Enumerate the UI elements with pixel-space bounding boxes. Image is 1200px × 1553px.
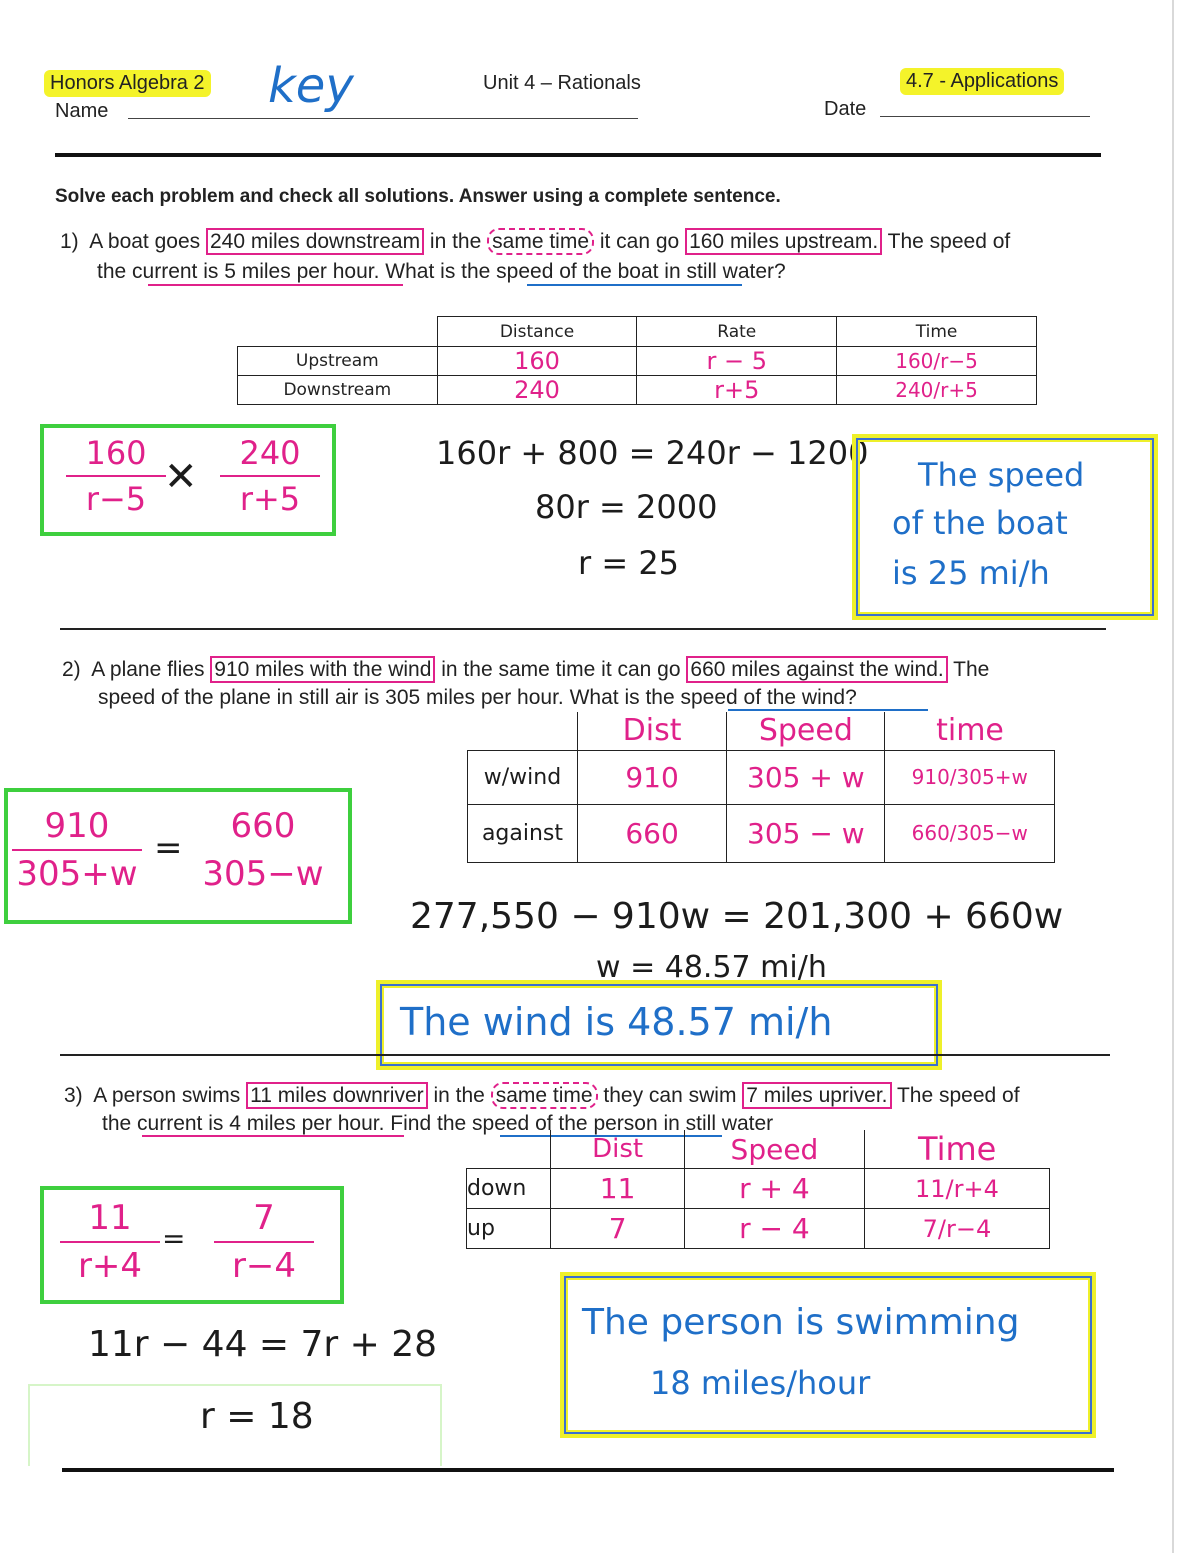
numerator: 660 xyxy=(230,806,296,846)
table-cell: 160 xyxy=(437,347,637,376)
scan-edge xyxy=(1172,0,1174,1553)
problem-2-line-2: speed of the plane in still air is 305 miles per hour. What is the speed of the wind? xyxy=(98,686,857,709)
table-cell: 240 xyxy=(437,376,637,405)
denominator: 305+w xyxy=(16,854,138,894)
problem-text: A plane flies xyxy=(91,658,205,681)
answer-line: 18 miles/hour xyxy=(650,1364,871,1402)
work-line: 11r − 44 = 7r + 28 xyxy=(88,1324,438,1365)
table-header: Time xyxy=(837,317,1037,347)
fraction-right xyxy=(214,1198,314,1286)
fraction-bar xyxy=(60,1241,160,1243)
problem-2-line-1 xyxy=(62,658,989,682)
fraction-bar xyxy=(220,475,320,477)
fraction-right xyxy=(198,806,328,894)
table-row-label: against xyxy=(468,804,578,862)
key-phrase: 660 miles against the wind. xyxy=(686,656,947,683)
cross-multiply-icon: ✕ xyxy=(164,454,198,500)
table-header: Dist xyxy=(577,712,726,750)
denominator: 305−w xyxy=(202,854,324,894)
table-header: Speed xyxy=(727,712,885,750)
numerator: 7 xyxy=(253,1198,275,1238)
denominator: r−4 xyxy=(231,1246,297,1286)
setup-box xyxy=(40,424,336,536)
instructions: Solve each problem and check all solutions. Answer using a complete sentence. xyxy=(55,186,781,207)
work-line: w = 48.57 mi/h xyxy=(596,950,827,985)
denominator: r+4 xyxy=(77,1246,143,1286)
work-line: 80r = 2000 xyxy=(535,488,718,526)
numerator: 160 xyxy=(85,434,147,472)
table-row-label: down xyxy=(467,1169,551,1209)
table-row-label: w/wind xyxy=(468,750,578,804)
table-cell: r − 5 xyxy=(637,347,837,376)
table-cell: r − 4 xyxy=(685,1209,865,1249)
problem-text: The speed of xyxy=(887,230,1011,253)
fraction-left xyxy=(60,1198,160,1286)
key-phrase: 910 miles with the wind xyxy=(210,656,435,683)
fraction-right xyxy=(220,434,320,518)
underline-blue xyxy=(728,709,928,711)
problem-text: in the same time it can go xyxy=(441,658,681,681)
table-header: time xyxy=(885,712,1055,750)
table-cell: 160/r−5 xyxy=(837,347,1037,376)
key-phrase: 11 miles downriver xyxy=(246,1082,428,1109)
key-phrase: same time xyxy=(491,1082,598,1109)
problem-text: A person swims xyxy=(93,1084,241,1107)
denominator: r+5 xyxy=(239,480,301,518)
course-title: Honors Algebra 2 xyxy=(44,70,211,97)
table-header: Distance xyxy=(437,317,637,347)
problem-text: The speed of xyxy=(896,1084,1020,1107)
problem-text: they can swim xyxy=(603,1084,737,1107)
problem-text: The xyxy=(953,658,990,681)
work-line: r = 25 xyxy=(578,544,680,582)
table-cell: r+5 xyxy=(637,376,837,405)
answer-box xyxy=(376,980,942,1070)
table-cell: 11 xyxy=(551,1169,685,1209)
answer-box xyxy=(852,434,1158,620)
problem-text: A boat goes xyxy=(89,230,201,253)
table-header: Speed xyxy=(685,1130,865,1169)
underline-pink xyxy=(142,1135,404,1137)
fraction-bar xyxy=(214,1241,314,1243)
problem-text: it can go xyxy=(599,230,680,253)
table-cell: 660/305−w xyxy=(885,804,1055,862)
table-row-label: Downstream xyxy=(238,376,438,405)
work-line: r = 18 xyxy=(200,1396,314,1437)
section-title: 4.7 - Applications xyxy=(900,68,1064,95)
table-row-label: Upstream xyxy=(238,347,438,376)
answer-line: The speed xyxy=(918,456,1085,494)
problem-1-line-2: the current is 5 miles per hour. What is the speed of the boat in still water? xyxy=(97,260,786,283)
table-header: Time xyxy=(864,1130,1049,1169)
setup-box xyxy=(4,788,352,924)
fraction-bar xyxy=(198,849,328,851)
problem-1-table xyxy=(237,316,1037,405)
table-cell: 305 − w xyxy=(727,804,885,862)
table-cell: 910 xyxy=(577,750,726,804)
equals-sign: = xyxy=(154,828,183,868)
numerator: 910 xyxy=(44,806,110,846)
table-cell: 660 xyxy=(577,804,726,862)
name-label: Name xyxy=(55,100,109,122)
table-cell: 11/r+4 xyxy=(864,1169,1049,1209)
work-line: 277,550 − 910w = 201,300 + 660w xyxy=(410,896,1064,937)
answer-box xyxy=(560,1272,1096,1438)
problem-3-table xyxy=(466,1130,1050,1249)
date-line xyxy=(880,116,1090,117)
key-phrase: 160 miles upstream. xyxy=(685,228,882,255)
problem-number: 1) xyxy=(60,230,79,253)
section-divider xyxy=(60,628,1106,630)
section-divider xyxy=(60,1054,1110,1056)
footer-divider xyxy=(62,1468,1114,1472)
fraction-left xyxy=(12,806,142,894)
table-cell: 7 xyxy=(551,1209,685,1249)
answer-line: The person is swimming xyxy=(582,1302,1020,1343)
work-line: 160r + 800 = 240r − 1200 xyxy=(436,434,869,472)
table-cell: 7/r−4 xyxy=(864,1209,1049,1249)
equals-sign: = xyxy=(162,1222,186,1255)
setup-box xyxy=(40,1186,344,1304)
key-phrase: 7 miles upriver. xyxy=(742,1082,891,1109)
denominator: r−5 xyxy=(85,480,147,518)
problem-number: 2) xyxy=(62,658,81,681)
problem-3-line-2: the current is 4 miles per hour. Find the speed of the person in still water xyxy=(102,1112,774,1135)
name-line xyxy=(128,118,638,119)
table-cell: 910/305+w xyxy=(885,750,1055,804)
problem-3-line-1 xyxy=(64,1084,1020,1108)
table-header: Rate xyxy=(637,317,837,347)
numerator: 240 xyxy=(239,434,301,472)
fraction-bar xyxy=(66,475,166,477)
answer-line: The wind is 48.57 mi/h xyxy=(400,1000,833,1044)
underline-pink xyxy=(148,284,403,286)
table-header: Dist xyxy=(551,1130,685,1169)
table-cell: 240/r+5 xyxy=(837,376,1037,405)
table-cell: 305 + w xyxy=(727,750,885,804)
table-cell: r + 4 xyxy=(685,1169,865,1209)
fraction-left xyxy=(66,434,166,518)
name-value-handwritten: key xyxy=(268,58,354,114)
key-phrase: 240 miles downstream xyxy=(206,228,424,255)
answer-line: of the boat xyxy=(892,504,1068,542)
problem-text: in the xyxy=(433,1084,485,1107)
problem-2-table xyxy=(467,712,1055,863)
date-label: Date xyxy=(824,98,867,120)
answer-line: is 25 mi/h xyxy=(892,554,1050,592)
numerator: 11 xyxy=(88,1198,132,1238)
problem-1-line-1 xyxy=(60,230,1010,254)
header-divider xyxy=(55,153,1101,157)
fraction-bar xyxy=(12,849,142,851)
problem-text: in the xyxy=(429,230,482,253)
unit-title: Unit 4 – Rationals xyxy=(483,72,641,94)
underline-blue xyxy=(527,284,742,286)
problem-number: 3) xyxy=(64,1084,83,1107)
key-phrase: same time xyxy=(487,228,594,255)
faint-box xyxy=(28,1384,442,1466)
table-row-label: up xyxy=(467,1209,551,1249)
